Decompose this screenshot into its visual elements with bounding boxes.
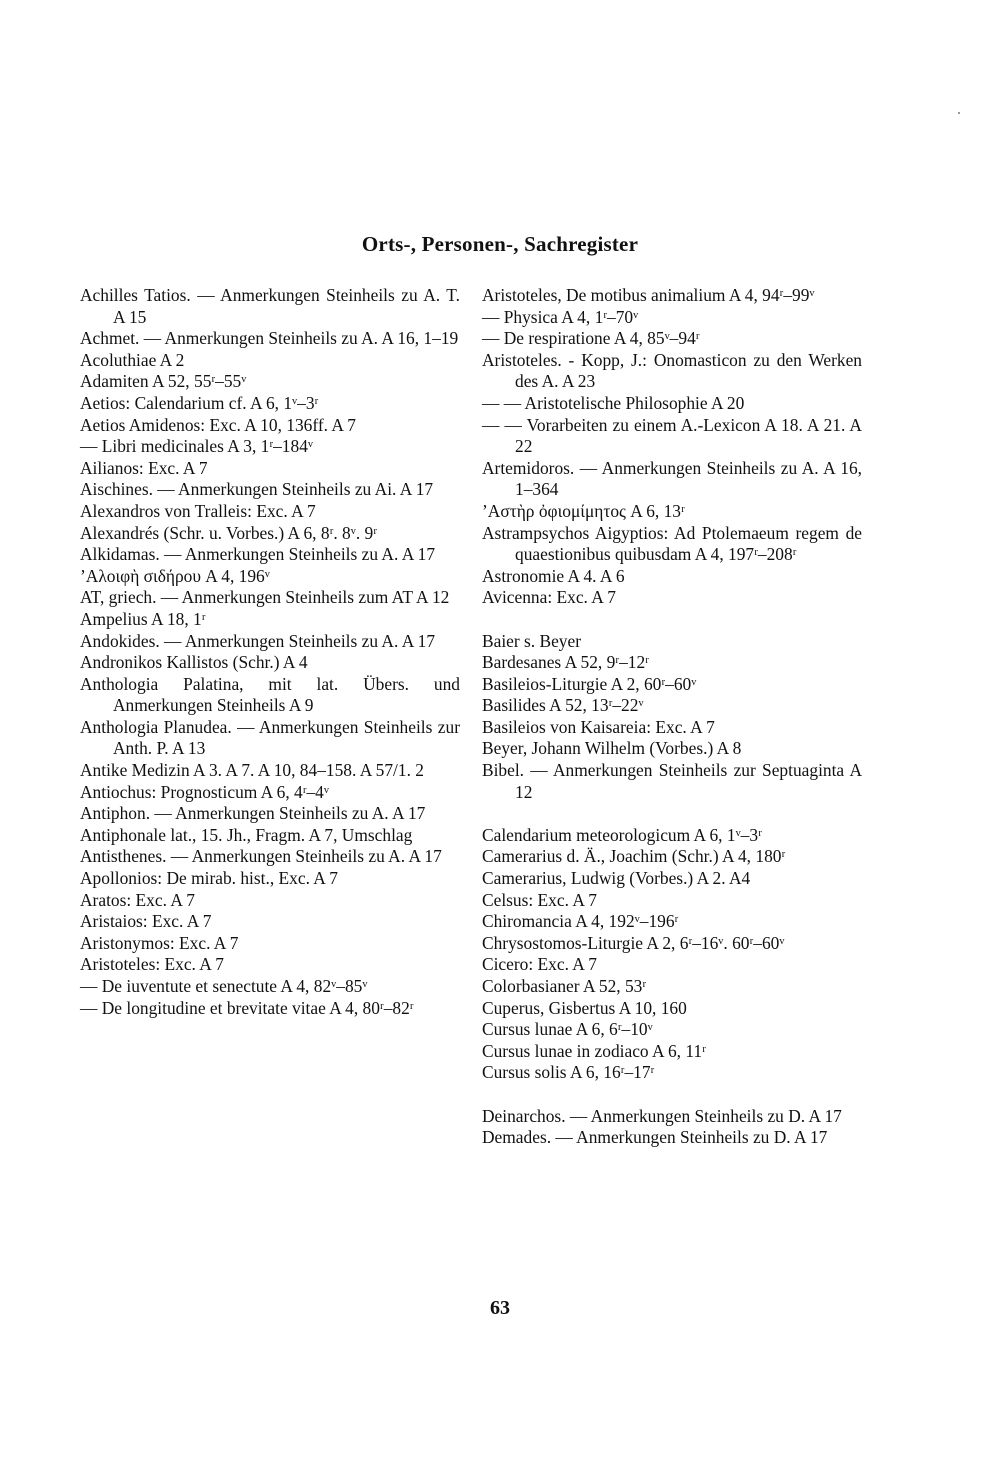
index-entry: Achilles Tatios. — Anmerkungen Steinheils zu A. T. A 15 <box>80 285 460 327</box>
page-title: Orts-, Personen-, Sachregister <box>361 232 639 256</box>
index-entry: Aristoteles, De motibus animalium A 4, 94ʳ–99ᵛ <box>482 285 815 305</box>
index-entry: ʼΑλοιφὴ σιδήρου A 4, 196ᵛ <box>80 565 270 586</box>
index-entry: Bibel. — Anmerkungen Steinheils zur Septuaginta A 12 <box>482 760 862 802</box>
index-entry: Alkidamas. — Anmerkungen Steinheils zu A. A 17 <box>80 544 436 565</box>
index-entry: Aratos: Exc. A 7 <box>80 889 195 910</box>
index-entry: Antiphon. — Anmerkungen Steinheils zu A. A 17 <box>80 803 426 824</box>
index-entry: Chiromancia A 4, 192ᵛ–196ʳ <box>482 911 679 932</box>
index-entry: Beyer, Johann Wilhelm (Vorbes.) A 8 <box>482 738 742 759</box>
index-entry: Andronikos Kallistos (Schr.) A 4 <box>80 652 308 673</box>
index-entry: ʼΑστὴρ ὀφιομίμητος A 6, 13ʳ <box>482 500 685 521</box>
index-entry: Ampelius A 18, 1ʳ <box>80 608 206 629</box>
index-entry: — De longitudine et brevitate vitae A 4, 80ʳ–82ʳ <box>80 997 414 1018</box>
index-entry: Astrampsychos Aigyptios: Ad Ptolemaeum regem de quaestionibus quibusdam A 4, 197ʳ–208ʳ <box>482 522 862 565</box>
index-entry: Calendarium meteorologicum A 6, 1ᵛ–3ʳ <box>482 824 762 845</box>
index-entry: Aischines. — Anmerkungen Steinheils zu Ai. A 17 <box>80 479 434 500</box>
index-entry: Adamiten A 52, 55ʳ–55ᵛ <box>80 371 247 392</box>
index-entry: Basilides A 52, 13ʳ–22ᵛ <box>482 695 644 716</box>
index-entry: Baier s. Beyer <box>482 630 581 651</box>
index-entry: Aristaios: Exc. A 7 <box>80 911 212 932</box>
index-entry: Aetios: Calendarium cf. A 6, 1ᵛ–3ʳ <box>80 392 319 413</box>
page-number: 63 <box>490 1297 510 1319</box>
index-entry: Cursus lunae A 6, 6ʳ–10ᵛ <box>482 1019 653 1040</box>
index-entry: Andokides. — Anmerkungen Steinheils zu A. A 17 <box>80 630 436 651</box>
index-entry: Antisthenes. — Anmerkungen Steinheils zu A. A 17 <box>80 846 442 867</box>
index-entry: Deinarchos. — Anmerkungen Steinheils zu D. A 17 <box>482 1105 842 1126</box>
index-entry: Camerarius d. Ä., Joachim (Schr.) A 4, 180ʳ <box>482 846 786 867</box>
index-entry: Basileios-Liturgie A 2, 60ʳ–60ᵛ <box>482 673 697 694</box>
index-entry: Achmet. — Anmerkungen Steinheils zu A. A 16, 1–19 <box>80 328 459 349</box>
right-index-column <box>482 285 862 1149</box>
index-entry: Aristoteles: Exc. A 7 <box>80 954 224 975</box>
index-entry: — De respiratione A 4, 85ᵛ–94ʳ <box>482 328 700 349</box>
index-entry: — Libri medicinales A 3, 1ʳ–184ᵛ <box>80 436 314 457</box>
scan-speck <box>958 112 960 114</box>
index-entry: AT, griech. — Anmerkungen Steinheils zum AT A 12 <box>80 587 450 608</box>
index-entry: Aristonymos: Exc. A 7 <box>80 932 239 953</box>
index-entry: — De iuventute et senectute A 4, 82ᵛ–85ᵛ <box>80 976 368 996</box>
index-entry: Antiochus: Prognosticum A 6, 4ʳ–4ᵛ <box>80 781 329 802</box>
index-entry: Acoluthiae A 2 <box>80 349 185 370</box>
index-entry: Basileios von Kaisareia: Exc. A 7 <box>482 716 715 737</box>
index-entry: Demades. — Anmerkungen Steinheils zu D. A 17 <box>482 1127 828 1148</box>
index-entry: Apollonios: De mirab. hist., Exc. A 7 <box>80 868 338 889</box>
index-entry: Avicenna: Exc. A 7 <box>482 587 616 608</box>
index-entry: Chrysostomos-Liturgie A 2, 6ʳ–16ᵛ. 60ʳ–60ᵛ <box>482 932 785 953</box>
index-entry: Anthologia Palatina, mit lat. Übers. und Anmerkungen Steinheils A 9 <box>80 673 460 716</box>
letter-group-spacer <box>482 609 862 631</box>
index-entry: Aetios Amidenos: Exc. A 10, 136ff. A 7 <box>80 414 356 435</box>
index-entry: — — Aristotelische Philosophie A 20 <box>482 392 745 413</box>
index-entry: Alexandrés (Schr. u. Vorbes.) A 6, 8ʳ. 8ᵛ. 9ʳ <box>80 522 378 543</box>
index-entry: Cursus solis A 6, 16ʳ–17ʳ <box>482 1062 655 1083</box>
index-entry: — — Vorarbeiten zu einem A.-Lexicon A 18. A 21. A 22 <box>482 414 862 457</box>
index-entry: Alexandros von Tralleis: Exc. A 7 <box>80 500 316 521</box>
index-entry: Cursus lunae in zodiaco A 6, 11ʳ <box>482 1040 706 1061</box>
index-entry: Ailianos: Exc. A 7 <box>80 457 208 478</box>
index-entry: Antiphonale lat., 15. Jh., Fragm. A 7, Umschlag <box>80 824 413 845</box>
index-entry: Anthologia Planudea. — Anmerkungen Steinheils zur Anth. P. A 13 <box>80 716 460 759</box>
index-entry: Aristoteles. - Kopp, J.: Onomasticon zu den Werken des A. A 23 <box>482 349 862 392</box>
index-entry: Bardesanes A 52, 9ʳ–12ʳ <box>482 652 649 673</box>
index-entry: — Physica A 4, 1ʳ–70ᵛ <box>482 306 639 327</box>
left-index-column <box>80 285 460 1019</box>
index-entry: Camerarius, Ludwig (Vorbes.) A 2. A4 <box>482 868 751 889</box>
index-entry: Astronomie A 4. A 6 <box>482 565 625 586</box>
index-entry: Celsus: Exc. A 7 <box>482 889 597 910</box>
letter-group-spacer <box>482 1084 862 1106</box>
letter-group-spacer <box>482 803 862 825</box>
index-entry: Artemidoros. — Anmerkungen Steinheils zu A. A 16, 1–364 <box>482 457 862 500</box>
index-entry: Antike Medizin A 3. A 7. A 10, 84–158. A 57/1. 2 <box>80 760 424 781</box>
index-entry: Cuperus, Gisbertus A 10, 160 <box>482 997 687 1018</box>
index-entry: Colorbasianer A 52, 53ʳ <box>482 976 647 996</box>
index-entry: Cicero: Exc. A 7 <box>482 954 597 975</box>
